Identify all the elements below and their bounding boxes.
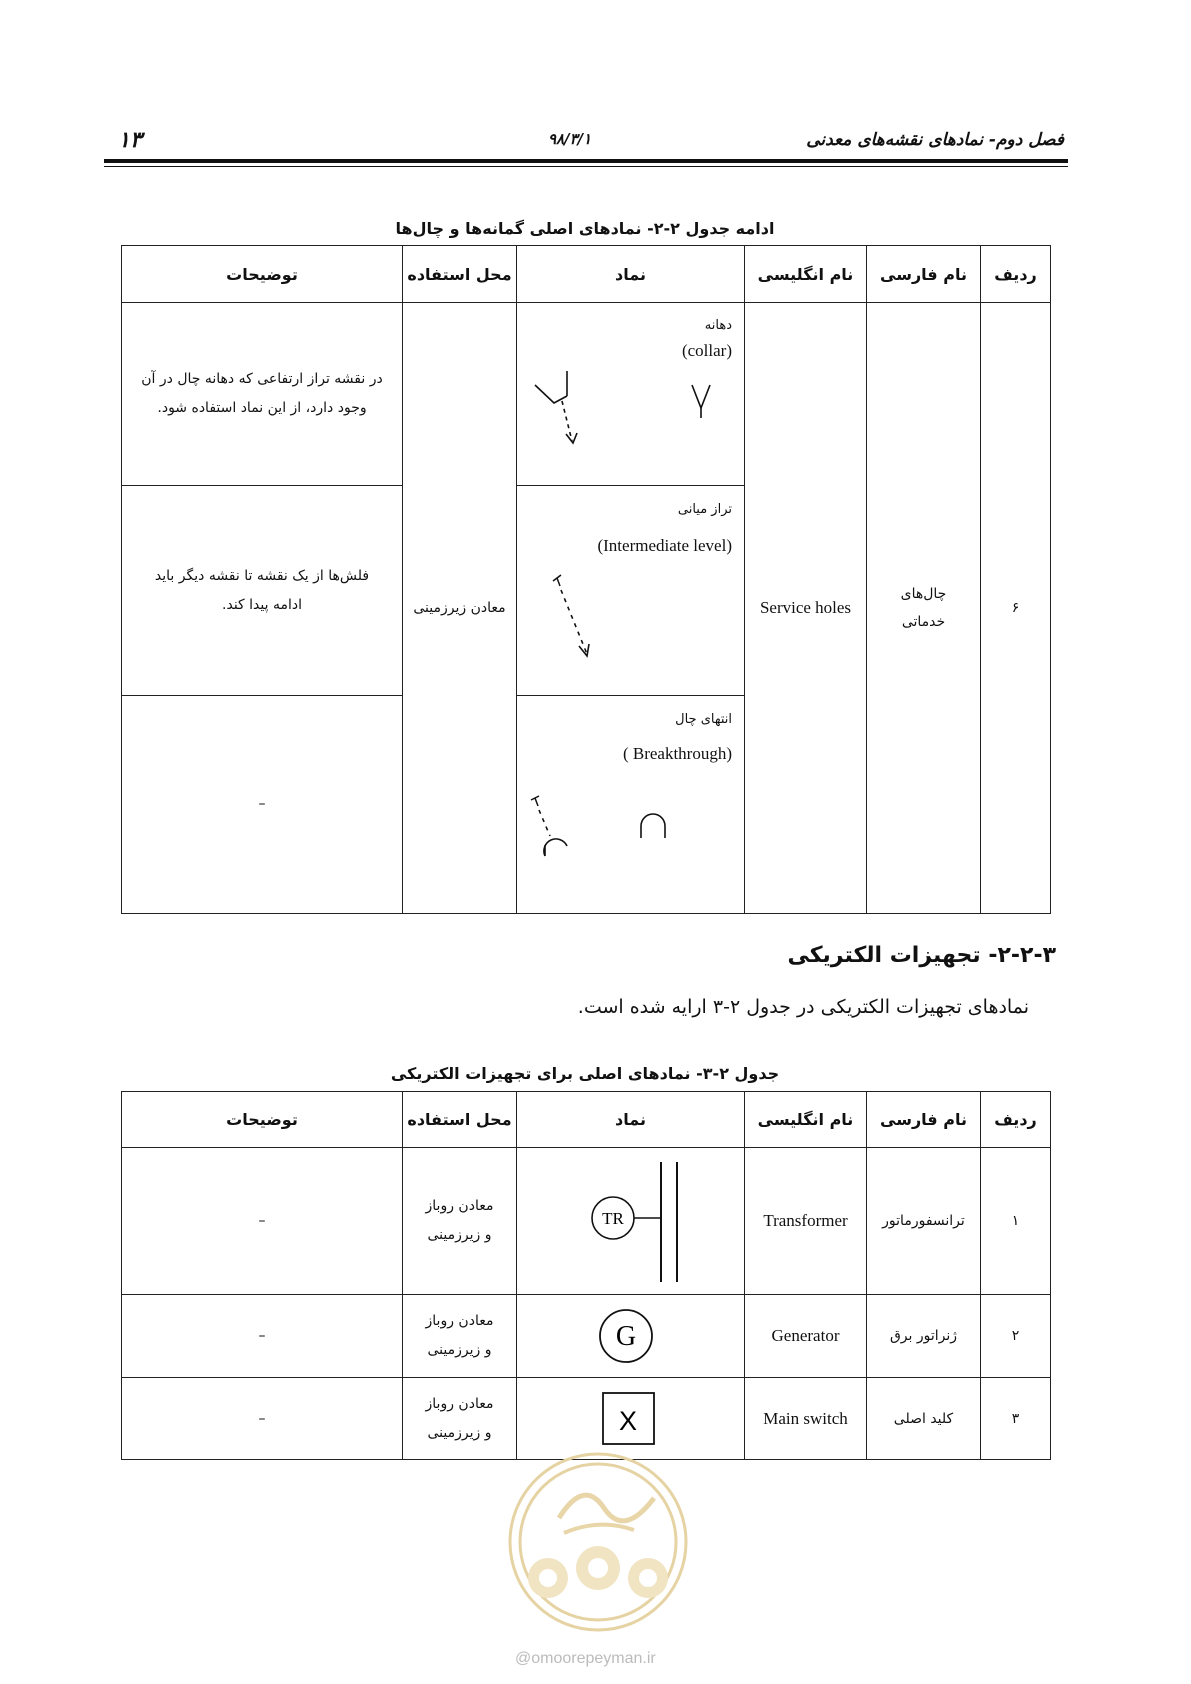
symbol-label-fa: انتهای چال bbox=[675, 712, 732, 727]
main-switch-symbol-icon bbox=[516, 1378, 744, 1459]
header-rule-thin bbox=[104, 166, 1068, 167]
row-description: – bbox=[122, 1378, 403, 1460]
table-service-holes bbox=[121, 245, 1051, 914]
table-electrical-equipment bbox=[121, 1091, 1051, 1460]
symbol-label-en: ( Breakthrough) bbox=[622, 744, 732, 763]
symbol-cell-breakthrough bbox=[517, 696, 745, 914]
transformer-label: TR bbox=[602, 1209, 624, 1228]
table-row bbox=[122, 1295, 1051, 1378]
col-header-index: ردیف bbox=[981, 1092, 1051, 1148]
watermark-logo-icon bbox=[504, 1448, 692, 1636]
table-row bbox=[122, 1148, 1051, 1295]
symbol-cell-intermediate bbox=[517, 486, 745, 696]
row-persian-name: ترانسفورماتور bbox=[867, 1148, 981, 1295]
table2-caption: جدول ۲-۳- نمادهای اصلی برای تجهیزات الکتریکی bbox=[390, 1064, 780, 1083]
transformer-symbol-icon bbox=[516, 1148, 744, 1294]
main-switch-label: X bbox=[618, 1406, 638, 1436]
breakthrough-symbol-icon bbox=[517, 696, 745, 914]
row-index: ۱ bbox=[981, 1148, 1051, 1295]
col-header-usage: محل استفاده bbox=[403, 1092, 517, 1148]
table1-caption: ادامه جدول ۲-۲- نمادهای اصلی گمانه‌ها و چال‌ها bbox=[395, 219, 775, 238]
generator-symbol-icon bbox=[516, 1295, 744, 1377]
row-description: در نقشه تراز ارتفاعی که دهانه چال در آن وجود دارد، از این نماد استفاده شود. bbox=[122, 303, 403, 486]
row-english-name: Transformer bbox=[745, 1148, 867, 1295]
row-description: فلش‌ها از یک نقشه تا نقشه دیگر باید ادامه پیدا کند. bbox=[122, 486, 403, 696]
intermediate-level-symbol-icon bbox=[517, 486, 745, 696]
chapter-title: فصل دوم- نمادهای نقشه‌های معدنی bbox=[806, 130, 1064, 150]
symbol-cell-generator bbox=[517, 1295, 745, 1378]
row-english-name: Service holes bbox=[745, 303, 867, 914]
col-header-symbol: نماد bbox=[517, 1092, 745, 1148]
symbol-cell-collar bbox=[517, 303, 745, 486]
collar-symbol-icon bbox=[517, 303, 745, 486]
row-usage: معادن روباز و زیرزمینی bbox=[403, 1378, 517, 1460]
row-description: – bbox=[122, 1148, 403, 1295]
row-persian-name: کلید اصلی bbox=[867, 1378, 981, 1460]
col-header-symbol: نماد bbox=[517, 246, 745, 303]
table-row bbox=[122, 303, 1051, 486]
row-persian-name: چال‌های خدماتی bbox=[867, 303, 981, 914]
table1-header-row bbox=[122, 246, 1051, 303]
symbol-cell-transformer bbox=[517, 1148, 745, 1295]
row-persian-name: ژنراتور برق bbox=[867, 1295, 981, 1378]
col-header-usage: محل استفاده bbox=[403, 246, 517, 303]
row-description: – bbox=[122, 1295, 403, 1378]
page-number: ۱۳ bbox=[118, 128, 142, 153]
symbol-label-fa: دهانه bbox=[704, 318, 732, 333]
row-english-name: Generator bbox=[745, 1295, 867, 1378]
section-text: نمادهای تجهیزات الکتریکی در جدول ۲-۳ ارایه شده است. bbox=[577, 996, 1029, 1018]
header-rule-thick bbox=[104, 159, 1068, 163]
row-index: ۳ bbox=[981, 1378, 1051, 1460]
row-english-name: Main switch bbox=[745, 1378, 867, 1460]
generator-label: G bbox=[615, 1321, 637, 1352]
col-header-description: توضیحات bbox=[122, 1092, 403, 1148]
col-header-persian-name: نام فارسی bbox=[867, 1092, 981, 1148]
row-usage: معادن روباز و زیرزمینی bbox=[403, 1148, 517, 1295]
row-usage: معادن روباز و زیرزمینی bbox=[403, 1295, 517, 1378]
header-date: ۹۸/۳/۱ bbox=[548, 130, 592, 148]
col-header-index: ردیف bbox=[981, 246, 1051, 303]
row-index: ۶ bbox=[981, 303, 1051, 914]
watermark-url: @omoorepeyman.ir bbox=[515, 1650, 656, 1667]
symbol-label-fa: تراز میانی bbox=[677, 502, 732, 517]
col-header-description: توضیحات bbox=[122, 246, 403, 303]
col-header-persian-name: نام فارسی bbox=[867, 246, 981, 303]
row-description: – bbox=[122, 696, 403, 914]
col-header-english-name: نام انگلیسی bbox=[745, 1092, 867, 1148]
table2-header-row bbox=[122, 1092, 1051, 1148]
row-usage: معادن زیرزمینی bbox=[403, 303, 517, 914]
symbol-label-en: (collar) bbox=[681, 341, 732, 360]
row-index: ۲ bbox=[981, 1295, 1051, 1378]
col-header-english-name: نام انگلیسی bbox=[745, 246, 867, 303]
section-heading: ۲-۲-۳- تجهیزات الکتریکی bbox=[787, 943, 1056, 968]
symbol-label-en: (Intermediate level) bbox=[597, 536, 732, 555]
